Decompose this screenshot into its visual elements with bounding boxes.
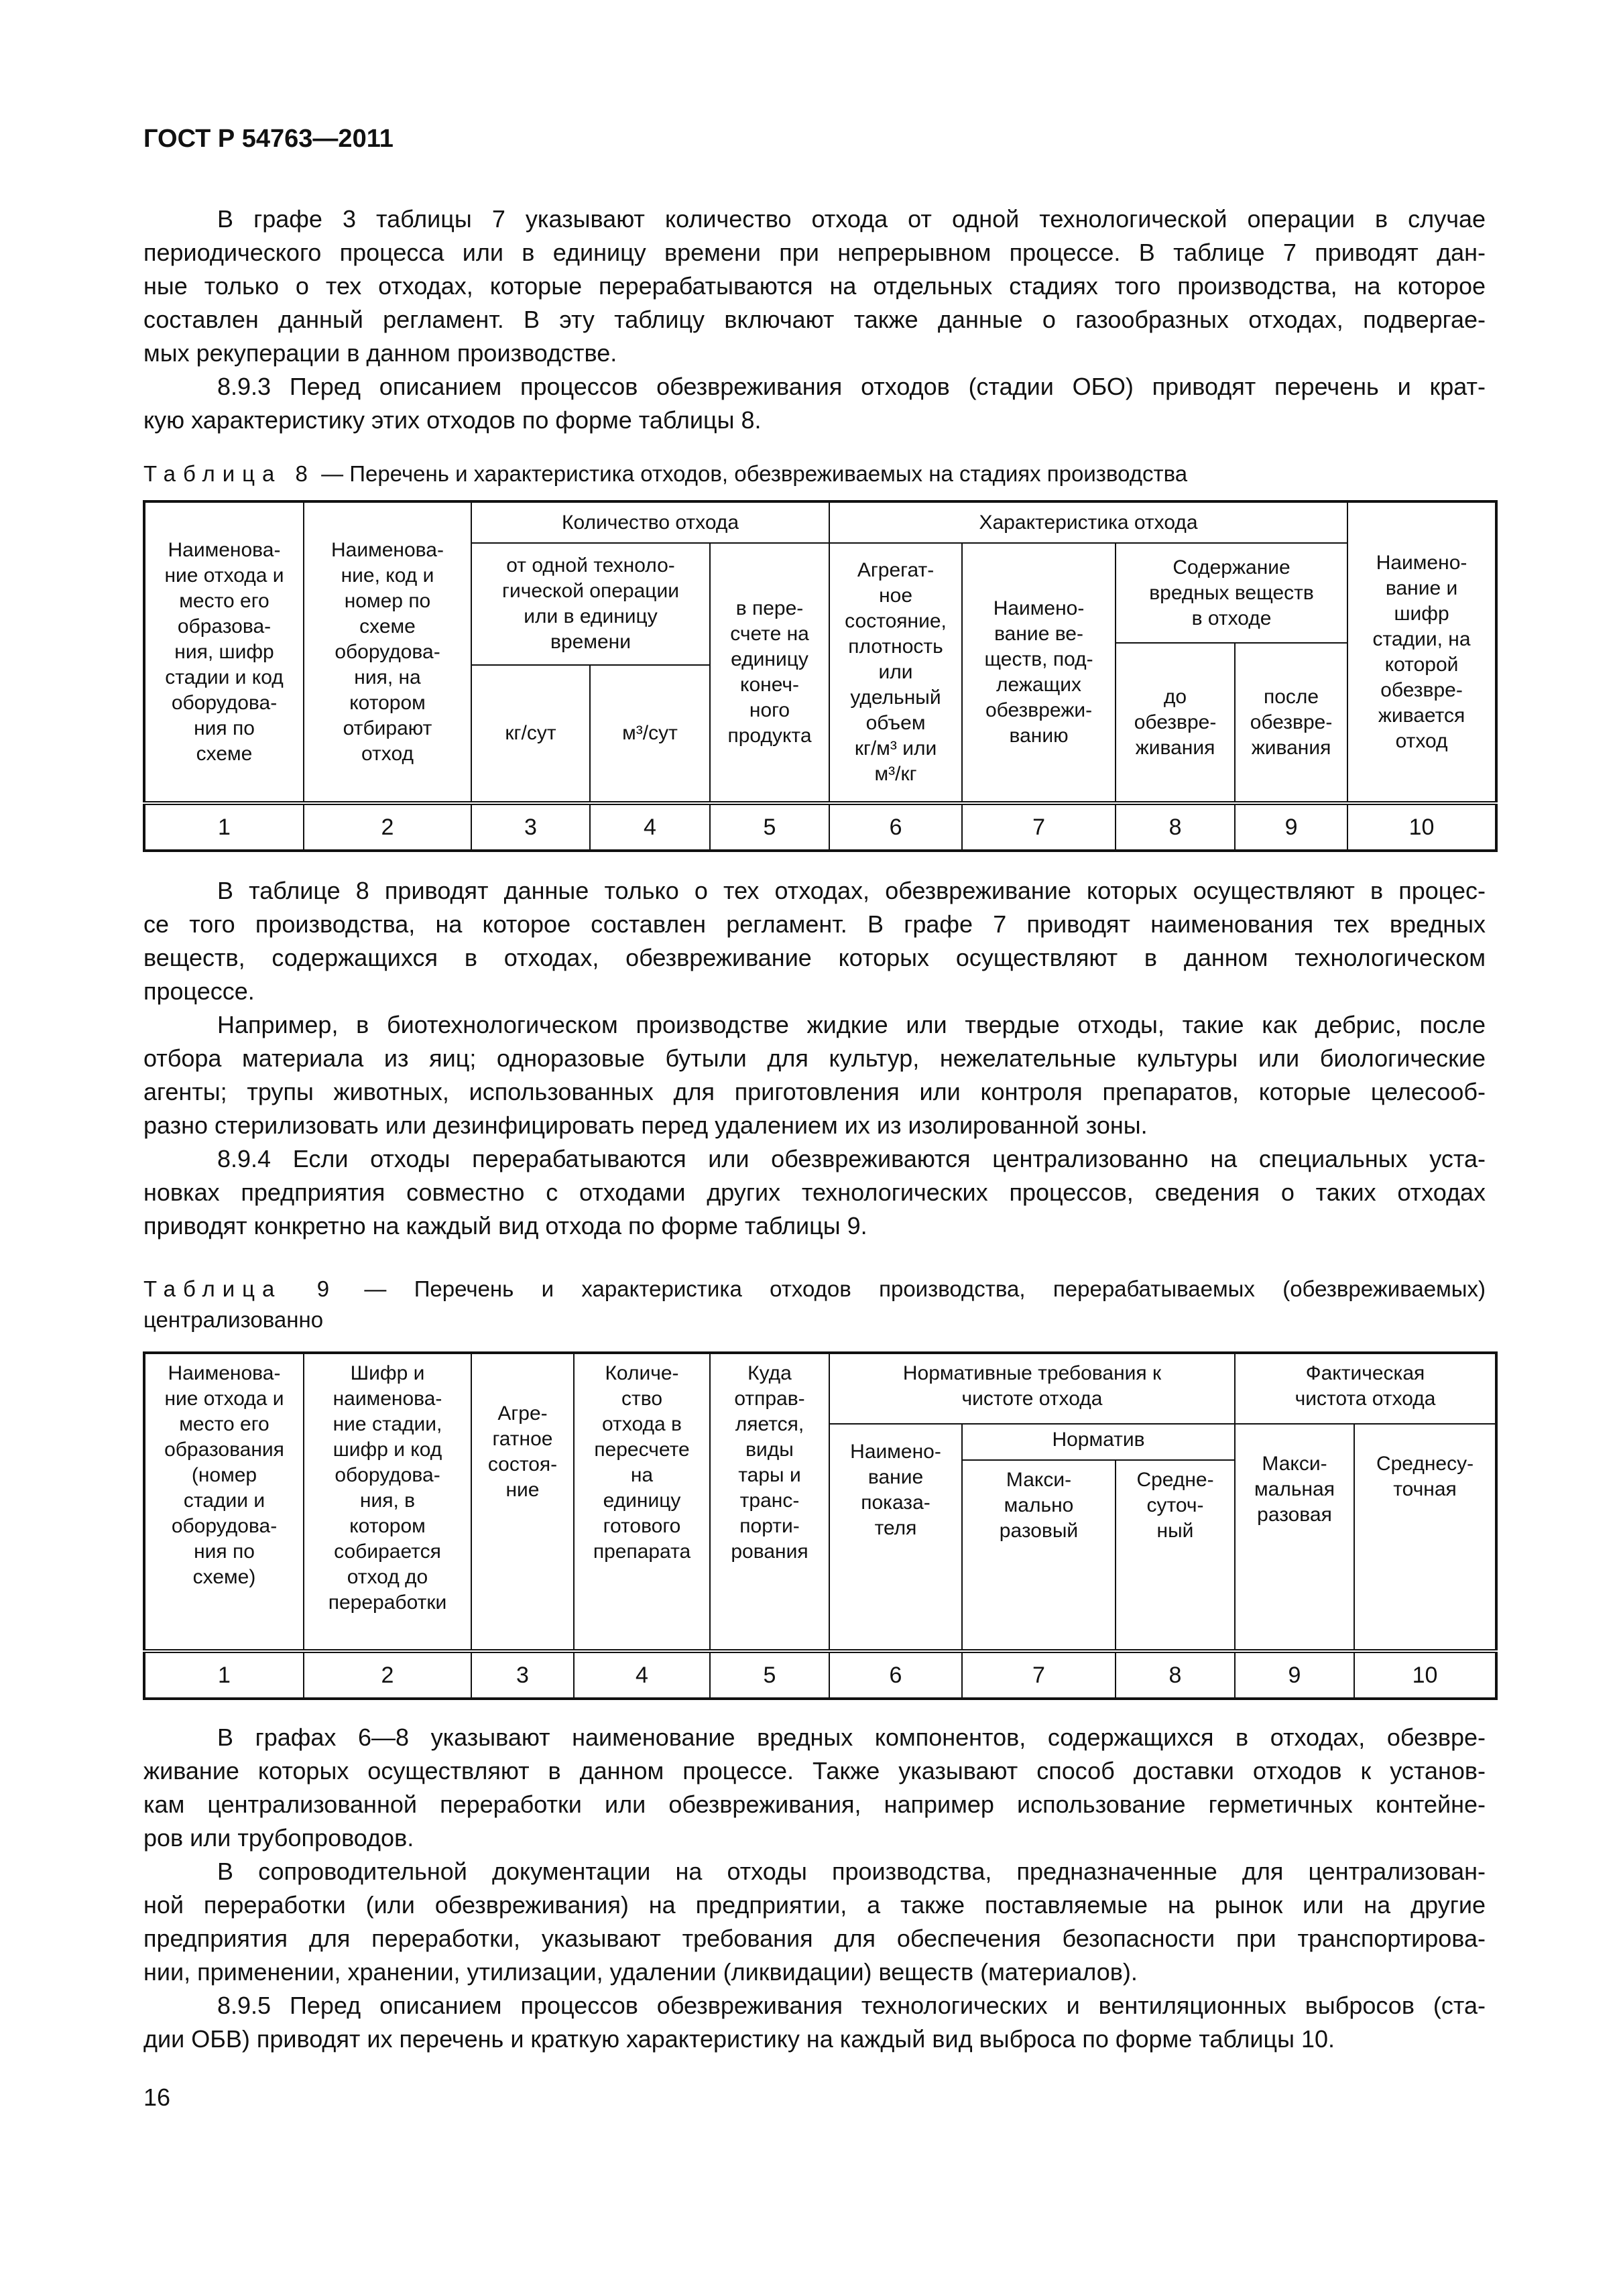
text-line: процессе. bbox=[143, 977, 255, 1005]
header-cell: Макси- мальная разовая bbox=[1235, 1424, 1354, 1651]
column-number: 4 bbox=[574, 1651, 710, 1699]
column-number: 3 bbox=[471, 803, 590, 851]
column-number: 6 bbox=[829, 803, 962, 851]
column-numbers-row bbox=[144, 803, 1496, 851]
header-cell: Количе- ство отхода в пересчете на единицу готового препарата bbox=[574, 1353, 710, 1651]
text-line: ные только о тех отходах, которые перерабатываются на отдельных стадиях того производства, на которое bbox=[143, 272, 1486, 300]
header-cell: кг/сут bbox=[471, 665, 590, 803]
text-line: живание которых осуществляют в данном процессе. Также указывают способ доставки отходов к установ- bbox=[143, 1757, 1486, 1785]
header-cell: Наимено- вание и шифр стадии, на которой обезвре- живается отход bbox=[1347, 501, 1496, 803]
text-line: предприятия для переработки, указывают требования для обеспечения безопасности при транспортирова- bbox=[143, 1925, 1486, 1952]
paragraph-8-9-5 bbox=[143, 1989, 1486, 2056]
paragraph bbox=[143, 1855, 1486, 1989]
text-line: В таблице 8 приводят данные только о тех отходах, обезвреживание которых осуществляют в процес- bbox=[217, 877, 1486, 904]
header-cell: м³/сут bbox=[590, 665, 710, 803]
header-cell: Средне- суточ- ный bbox=[1116, 1460, 1235, 1651]
text-line: ной переработки (или обезвреживания) на предприятии, а также поставляемые на рынок или на другие bbox=[143, 1891, 1486, 1919]
text-line: кам централизованной переработки или обезвреживания, например использование герметичных контейне- bbox=[143, 1791, 1486, 1818]
column-number: 8 bbox=[1116, 1651, 1235, 1699]
table-8 bbox=[143, 500, 1498, 852]
text-line: В сопроводительной документации на отходы производства, предназначенные для централизован- bbox=[217, 1858, 1486, 1885]
text-line: 8.9.5 Перед описанием процессов обезвреживания технологических и вентиляционных выбросов (ста- bbox=[217, 1992, 1486, 2019]
header-cell: Наимено- вание показа- теля bbox=[829, 1424, 962, 1651]
column-number: 5 bbox=[710, 803, 829, 851]
text-line: се того производства, на которое составлен регламент. В графе 7 приводят наименования тех вредных bbox=[143, 910, 1486, 938]
page-number: 16 bbox=[143, 2083, 171, 2111]
column-number: 6 bbox=[829, 1651, 962, 1699]
header-cell: Куда отправ- ляется, виды тары и транс- порти- рования bbox=[710, 1353, 829, 1651]
paragraph bbox=[143, 202, 1486, 370]
header-group: Содержание вредных веществ в отходе bbox=[1116, 543, 1347, 643]
text-line: веществ, содержащихся в отходах, обезвреживание которых осуществляют в данном технологическом bbox=[143, 944, 1486, 971]
paragraph bbox=[143, 1008, 1486, 1142]
text-line: 8.9.4 Если отходы перерабатываются или обезвреживаются централизованно на специальных уста- bbox=[217, 1145, 1486, 1172]
column-number: 10 bbox=[1347, 803, 1496, 851]
header-group: Количество отхода bbox=[471, 501, 829, 543]
header-group: от одной техноло- гической операции или в единицу времени bbox=[471, 543, 710, 665]
column-number: 4 bbox=[590, 803, 710, 851]
text-line: отбора материала из яиц; одноразовые бутыли для культур, нежелательные культуры или биологические bbox=[143, 1044, 1486, 1072]
column-numbers-row bbox=[144, 1651, 1496, 1699]
column-number: 7 bbox=[962, 1651, 1116, 1699]
header-cell: до обезвре- живания bbox=[1116, 643, 1235, 803]
header-group: Характеристика отхода bbox=[829, 501, 1347, 543]
document-header: ГОСТ Р 54763—2011 bbox=[143, 125, 394, 153]
table9-caption bbox=[143, 1274, 1486, 1335]
header-cell: после обезвре- живания bbox=[1235, 643, 1347, 803]
column-number: 1 bbox=[144, 803, 304, 851]
text-line: 8.9.3 Перед описанием процессов обезвреживания отходов (стадии ОБО) приводят перечень и крат- bbox=[217, 373, 1486, 400]
text-line: ров или трубопроводов. bbox=[143, 1824, 414, 1852]
column-number: 5 bbox=[710, 1651, 829, 1699]
header-cell: Наимено- вание ве- ществ, под- лежащих обезврежи- ванию bbox=[962, 543, 1116, 803]
text-line: Например, в биотехнологическом производстве жидкие или твердые отходы, такие как дебрис, после bbox=[217, 1011, 1486, 1038]
text-line: разно стерилизовать или дезинфицировать перед удалением их из изолированной зоны. bbox=[143, 1111, 1148, 1139]
header-cell: Макси- мально разовый bbox=[962, 1460, 1116, 1651]
caption-label: Таблица 8 bbox=[143, 461, 315, 486]
header-group: Норматив bbox=[962, 1424, 1235, 1460]
text-line: мых рекуперации в данном производстве. bbox=[143, 339, 617, 367]
header-cell: Агрегат- ное состояние, плотность или удельный объем кг/м³ или м³/кг bbox=[829, 543, 962, 803]
header-cell: Среднесу- точная bbox=[1354, 1424, 1496, 1651]
header-cell: Наименова- ние, код и номер по схеме оборудова- ния, на котором отбирают отход bbox=[304, 501, 471, 803]
column-number: 2 bbox=[304, 803, 471, 851]
caption-text: — Перечень и характеристика отходов, обезвреживаемых на стадиях производства bbox=[314, 461, 1188, 486]
paragraph bbox=[143, 1721, 1486, 1855]
text-line: агенты; трупы животных, использованных для приготовления или контроля препаратов, которые целесооб- bbox=[143, 1078, 1486, 1105]
header-cell: в пере- счете на единицу конеч- ного продукта bbox=[710, 543, 829, 803]
header-cell: Шифр и наименова- ние стадии, шифр и код оборудова- ния, в котором собирается отход до переработки bbox=[304, 1353, 471, 1651]
text-line: В графе 3 таблицы 7 указывают количество отхода от одной технологической операции в случае bbox=[217, 205, 1486, 233]
header-cell: Наименова- ние отхода и место его образования (номер стадии и оборудова- ния по схеме) bbox=[144, 1353, 304, 1651]
header-cell: Наименова- ние отхода и место его образова- ния, шифр стадии и код оборудова- ния по схеме bbox=[144, 501, 304, 803]
text-line: кую характеристику этих отходов по форме таблицы 8. bbox=[143, 406, 762, 434]
column-number: 10 bbox=[1354, 1651, 1496, 1699]
caption-text: централизованно bbox=[143, 1307, 324, 1332]
caption-text: — Перечень и характеристика отходов производства, перерабатываемых (обезвреживаемых) bbox=[337, 1276, 1486, 1301]
column-number: 3 bbox=[471, 1651, 574, 1699]
column-number: 9 bbox=[1235, 803, 1347, 851]
column-number: 2 bbox=[304, 1651, 471, 1699]
text-line: дии ОБВ) приводят их перечень и краткую характеристику на каждый вид выброса по форме таблицы 10. bbox=[143, 2025, 1335, 2053]
table8-caption bbox=[143, 459, 1486, 489]
paragraph-8-9-3 bbox=[143, 370, 1486, 437]
header-cell: Агре- гатное состоя- ние bbox=[471, 1353, 574, 1651]
text-line: составлен данный регламент. В эту таблицу включают также данные о газообразных отходах, подвергае- bbox=[143, 306, 1486, 333]
text-line: новках предприятия совместно с отходами других технологических процессов, сведения о таких отходах bbox=[143, 1179, 1486, 1206]
column-number: 8 bbox=[1116, 803, 1235, 851]
text-line: приводят конкретно на каждый вид отхода по форме таблицы 9. bbox=[143, 1212, 867, 1240]
column-number: 1 bbox=[144, 1651, 304, 1699]
column-number: 9 bbox=[1235, 1651, 1354, 1699]
caption-label: Таблица 9 bbox=[143, 1276, 337, 1301]
column-number: 7 bbox=[962, 803, 1116, 851]
text-line: В графах 6—8 указывают наименование вредных компонентов, содержащихся в отходах, обезвре- bbox=[217, 1724, 1486, 1751]
header-group: Нормативные требования к чистоте отхода bbox=[829, 1353, 1235, 1424]
paragraph-8-9-4 bbox=[143, 1142, 1486, 1243]
header-group: Фактическая чистота отхода bbox=[1235, 1353, 1496, 1424]
text-line: периодического процесса или в единицу времени при непрерывном процессе. В таблице 7 приводят дан- bbox=[143, 239, 1486, 266]
text-line: нии, применении, хранении, утилизации, удалении (ликвидации) веществ (материалов). bbox=[143, 1958, 1138, 1986]
paragraph bbox=[143, 874, 1486, 1008]
table-9 bbox=[143, 1351, 1498, 1700]
